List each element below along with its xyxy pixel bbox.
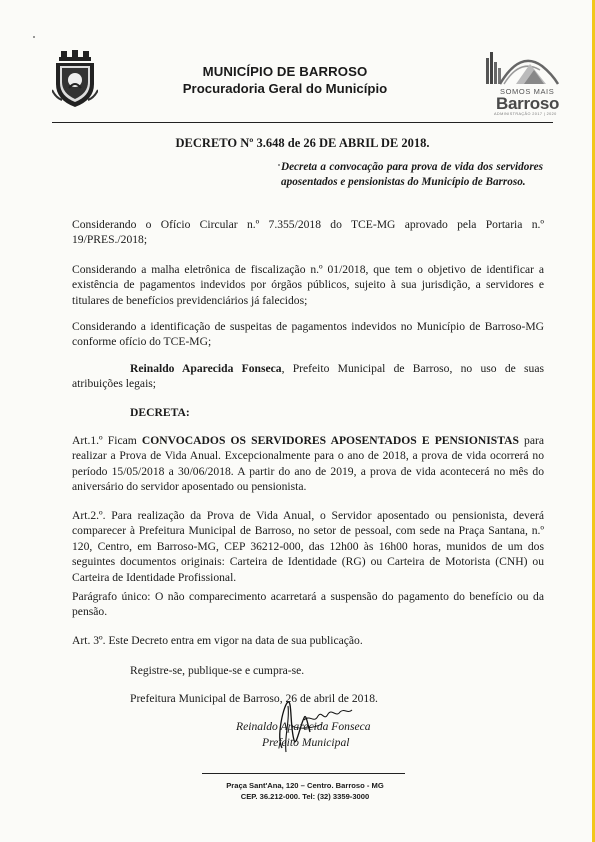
- publication-order: Registre-se, publique-se e cumpra-se.: [130, 664, 305, 677]
- footer: [200, 781, 410, 802]
- footer-divider: [202, 773, 405, 774]
- article-3: Art. 3º. Este Decreto entra em vigor na data de sua publicação.: [72, 634, 363, 647]
- mayor-name: Reinaldo Aparecida Fonseca: [130, 362, 282, 375]
- article-2: Art.2.º. Para realização da Prova de Vida Anual, o Servidor aposentado ou pensionista, deverá comparecer à Prefeitura Municipal de Barroso, no setor de pessoal, com sede na Praça Santana, n.º 120, Centro, em Barroso-MG, CEP 36212-000, das 12h00 às 16h00 horas, munidos de um dos seguintes documentos originais: Carteira de Identidade (RG) ou Carteira de Motorista (CNH) ou Carteira de Identidade Profissional.: [72, 509, 544, 584]
- sole-paragraph: Parágrafo único: O não comparecimento acarretará a suspensão do pagamento do benefício ou da pensão.: [72, 590, 544, 619]
- signatory-name: Reinaldo Aparecida Fonseca: [236, 720, 371, 733]
- header-titles: [160, 64, 410, 96]
- article-1: [72, 433, 544, 495]
- scan-speck: [33, 36, 35, 38]
- municipality-name: MUNICÍPIO DE BARROSO: [202, 64, 368, 79]
- footer-address: Praça Sant'Ana, 120 – Centro. Barroso - MG: [226, 781, 384, 790]
- decree-title: DECRETO Nº 3.648 de 26 DE ABRIL DE 2018.: [175, 136, 430, 150]
- article-1-highlight: CONVOCADOS OS SERVIDORES APOSENTADOS E PENSIONISTAS: [141, 434, 519, 447]
- footer-contact: CEP. 36.212-000. Tel: (32) 3359-3000: [240, 791, 370, 801]
- coat-of-arms-icon: [52, 50, 98, 108]
- logo-tagline: ADMINISTRAÇÃO 2017 | 2020: [494, 112, 557, 116]
- decree-summary: Decreta a convocação para prova de vida dos servidores aposentados e pensionistas do Município de Barroso.: [281, 161, 543, 188]
- department-name: Procuradoria Geral do Município: [182, 81, 388, 96]
- scan-speck: [278, 164, 280, 166]
- whereas-clause-1: Considerando o Ofício Circular n.º 7.355/2018 do TCE-MG aprovado pela Portaria n.º 19/PRES./2018;: [72, 218, 544, 247]
- mayor-clause: [72, 361, 544, 392]
- article-1-label: Art.1.º Ficam: [72, 434, 142, 447]
- mayor-clause-text: , Prefeito Municipal de Barroso, no uso de suas atribuições legais;: [72, 362, 544, 391]
- logo-slogan: SOMOS MAIS: [500, 87, 555, 96]
- skyline-icon: [480, 46, 562, 91]
- header-divider: [52, 122, 553, 123]
- signatory-role: Prefeito Municipal: [262, 736, 350, 749]
- place-and-date: Prefeitura Municipal de Barroso, 26 de abril de 2018.: [130, 692, 378, 705]
- whereas-clause-2: Considerando a malha eletrônica de fiscalização n.º 01/2018, que tem o objetivo de identificar a existência de pagamentos indevidos por órgãos públicos, sujeito à sua jurisdição, a servidores e titulares de benefícios previdenciários já falecidos;: [72, 263, 544, 307]
- whereas-clause-3: Considerando a identificação de suspeitas de pagamentos indevidos no Município de Barroso-MG conforme ofício do TCE-MG;: [72, 320, 544, 349]
- article-1-text: para realizar a Prova de Vida Anual. Excepcionalmente para o ano de 2018, a prova de vida ocorrerá no período 15/05/2018 a 30/06/2018. A partir do ano de 2019, a prova de vida acontecerá no mês do aniversário do servidor aposentado ou pensionista.: [72, 434, 544, 494]
- decree-heading: DECRETA:: [130, 406, 190, 419]
- logo-wordmark: Barroso: [496, 94, 560, 113]
- city-logo: [480, 46, 562, 120]
